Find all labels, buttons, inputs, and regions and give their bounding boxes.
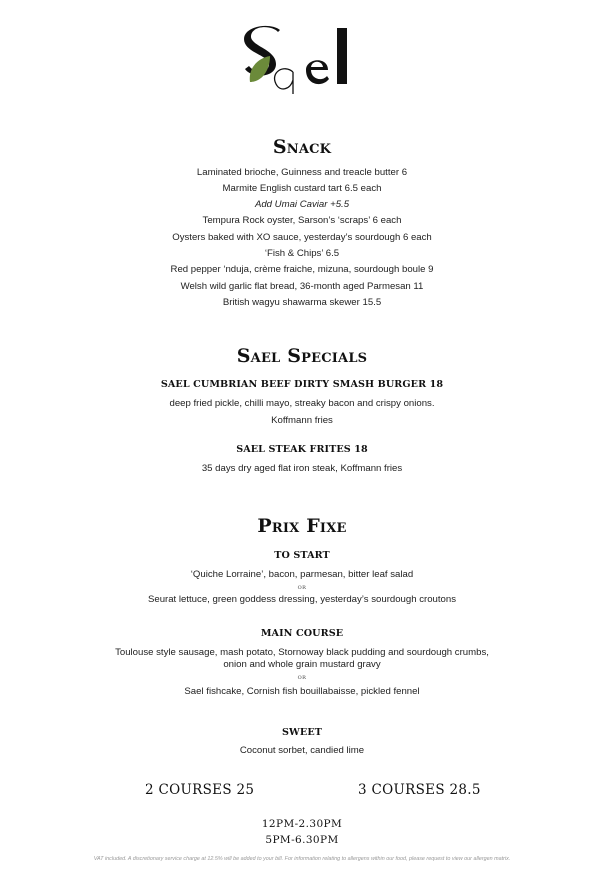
special-steak-title: SAEL STEAK FRITES 18: [236, 444, 368, 455]
price-three-courses: 3 COURSES 28.5: [358, 782, 481, 798]
price-two-courses: 2 COURSES 25: [145, 782, 255, 798]
or-separator: OR: [297, 585, 307, 591]
course-option: Toulouse style sausage, mash potato, Stornoway black pudding and sourdough crumbs,: [115, 647, 489, 658]
menu-item: Welsh wild garlic flat bread, 36-month aged Parmesan 11: [180, 281, 424, 292]
course-title-main: MAIN COURSE: [260, 628, 344, 639]
menu-item: British wagyu shawarma skewer 15.5: [222, 297, 382, 308]
service-time-dinner: 5PM-6.30PM: [265, 834, 339, 846]
course-option: Sael fishcake, Cornish fish bouillabaisse, pickled fennel: [184, 686, 420, 697]
section-title-snack: Snack: [272, 136, 332, 158]
footnote: VAT included. A discretionary service charge at 12.5% will be added to your bill. For information relating to allergens within our food, please request to view our allergen matrix.: [93, 856, 511, 862]
course-title-start: TO START: [274, 550, 330, 561]
menu-item: Oysters baked with XO sauce, yesterday’s sourdough 6 each: [172, 232, 432, 243]
sael-logo-mark: [240, 22, 364, 98]
special-burger-desc: deep fried pickle, chilli mayo, streaky bacon and crispy onions.: [169, 398, 435, 409]
course-title-sweet: SWEET: [282, 727, 322, 738]
menu-item-addon: Add Umai Caviar +5.5: [254, 199, 350, 210]
sael-logo: [0, 22, 604, 103]
menu-item: Tempura Rock oyster, Sarson’s ‘scraps’ 6 each: [202, 215, 402, 226]
special-burger-side: Koffmann fries: [271, 415, 333, 426]
menu-item: Red pepper ‘nduja, crème fraiche, mizuna, sourdough boule 9: [170, 264, 434, 275]
section-title-prix-fixe: Prix Fixe: [257, 515, 347, 537]
menu-item: Marmite English custard tart 6.5 each: [222, 183, 382, 194]
section-title-specials: Sael Specials: [236, 345, 368, 367]
service-time-lunch: 12PM-2.30PM: [261, 818, 343, 830]
course-option-cont: onion and whole grain mustard gravy: [223, 659, 381, 670]
special-steak-desc: 35 days dry aged flat iron steak, Koffmann fries: [201, 463, 403, 474]
course-option: ‘Quiche Lorraine’, bacon, parmesan, bitter leaf salad: [190, 569, 414, 580]
course-option: Seurat lettuce, green goddess dressing, yesterday’s sourdough croutons: [147, 594, 457, 605]
menu-item: ‘Fish & Chips’ 6.5: [264, 248, 340, 259]
menu-item: Laminated brioche, Guinness and treacle butter 6: [196, 167, 408, 178]
course-option: Coconut sorbet, candied lime: [239, 745, 365, 756]
or-separator: OR: [297, 675, 307, 681]
special-burger-title: SAEL CUMBRIAN BEEF DIRTY SMASH BURGER 18: [160, 379, 444, 390]
